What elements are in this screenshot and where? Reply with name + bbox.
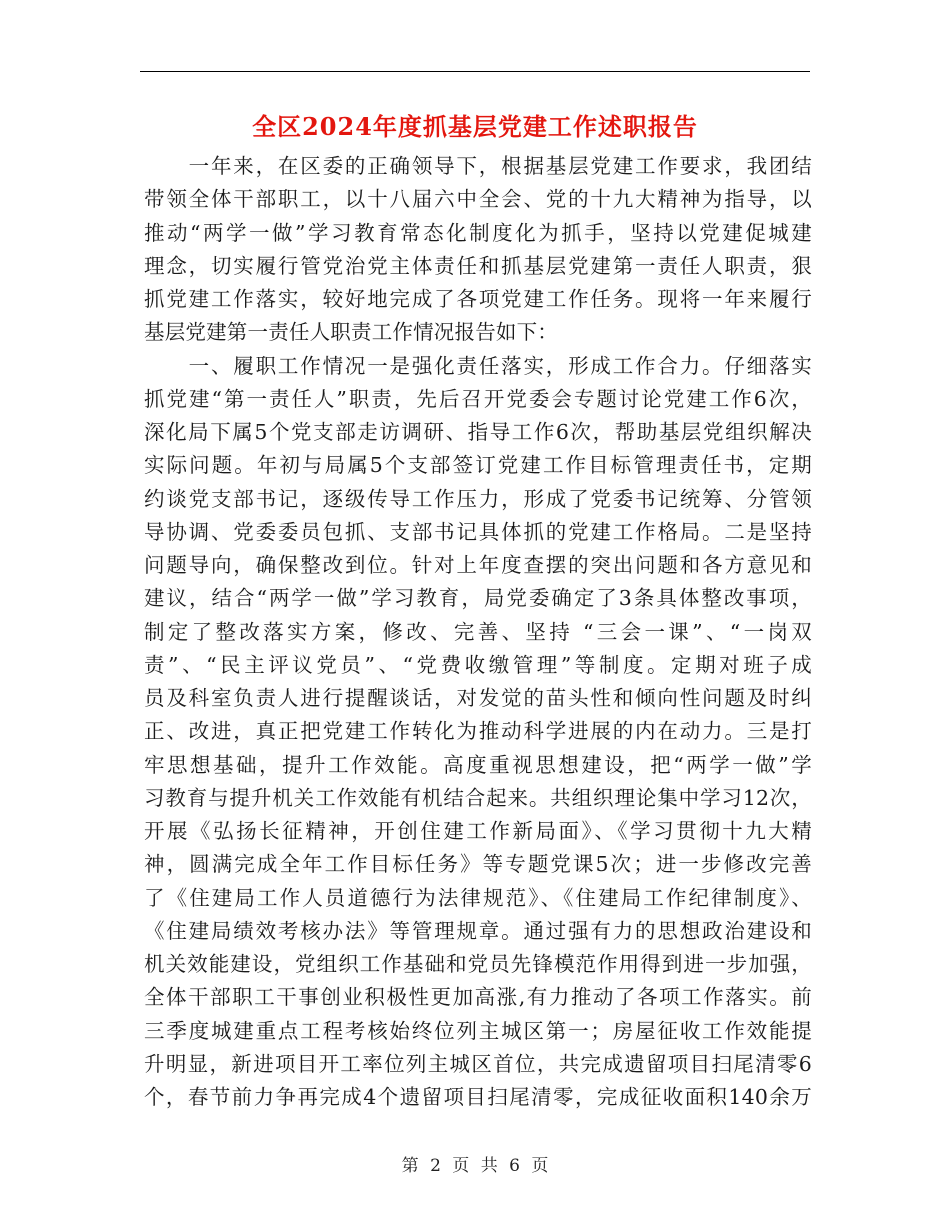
body-line: 个，春节前力争再完成4个遗留项目扫尾清零，完成征收面积140余万 xyxy=(144,1085,812,1109)
body-line: 抓党建工作落实，较好地完成了各项党建工作任务。现将一年来履行 xyxy=(144,287,812,311)
body-line: 习教育与提升机关工作效能有机结合起来。共组织理论集中学习12次， xyxy=(144,785,812,810)
body-line: 制定了整改落实方案，修改、完善、坚持 “三会一课”、“一岗双 xyxy=(144,619,812,644)
body-line: 约谈党支部书记，逐级传导工作压力，形成了党委书记统筹、分管领 xyxy=(144,486,812,511)
body-line: 实际问题。年初与局属5个支部签订党建工作目标管理责任书，定期 xyxy=(144,453,812,478)
body-line: 基层党建第一责任人职责工作情况报告如下： xyxy=(144,320,558,345)
body-line: 机关效能建设，党组织工作基础和党员先锋模范作用得到进一步加强， xyxy=(144,952,812,976)
body-line: 问题导向，确保整改到位。针对上年度查摆的突出问题和各方意见和 xyxy=(144,553,812,577)
page-footer: 第 2 页 共 6 页 xyxy=(401,1156,549,1176)
body-line: 全体干部职工干事创业积极性更加高涨,有力推动了各项工作落实。前 xyxy=(144,985,812,1010)
body-line: 开展《弘扬长征精神，开创住建工作新局面》、《学习贯彻十九大精 xyxy=(144,819,812,843)
body-line: 深化局下属5个党支部走访调研、指导工作6次，帮助基层党组织解决 xyxy=(144,420,812,444)
body-line: 责”、“民主评议党员”、“党费收缴管理”等制度。定期对班子成 xyxy=(144,652,812,677)
body-line: 理念，切实履行管党治党主体责任和抓基层党建第一责任人职责，狠 xyxy=(144,253,812,278)
body-line: 建议，结合“两学一做”学习教育，局党委确定了3条具体整改事项， xyxy=(144,586,812,611)
document-body xyxy=(144,150,812,1114)
body-line: 正、改进，真正把党建工作转化为推动科学进展的内在动力。三是打 xyxy=(144,719,812,744)
body-line: 一、履职工作情况一是强化责任落实，形成工作合力。仔细落实 xyxy=(144,353,812,378)
body-line: 牢思想基础，提升工作效能。高度重视思想建设，把“两学一做”学 xyxy=(144,752,812,777)
body-line: 带领全体干部职工，以十八届六中全会、党的十九大精神为指导，以 xyxy=(144,187,812,212)
body-line: 导协调、党委委员包抓、支部书记具体抓的党建工作格局。二是坚持 xyxy=(144,519,812,544)
body-line: 了《住建局工作人员道德行为法律规范》、《住建局工作纪律制度》、 xyxy=(144,885,812,910)
body-line: 一年来，在区委的正确领导下，根据基层党建工作要求，我团结 xyxy=(144,154,812,178)
header-rule xyxy=(140,71,810,72)
document-title: 全区2024年度抓基层党建工作述职报告 xyxy=(252,112,698,141)
body-line: 《住建局绩效考核办法》等管理规章。通过强有力的思想政治建设和 xyxy=(144,918,812,943)
body-line: 推动“两学一做”学习教育常态化制度化为抓手，坚持以党建促城建 xyxy=(144,220,812,245)
body-line: 抓党建“第一责任人”职责，先后召开党委会专题讨论党建工作6次， xyxy=(144,386,812,411)
body-line: 三季度城建重点工程考核始终位列主城区第一；房屋征收工作效能提 xyxy=(144,1018,812,1043)
body-line: 升明显，新进项目开工率位列主城区首位，共完成遗留项目扫尾清零6 xyxy=(144,1051,812,1076)
body-line: 神，圆满完成全年工作目标任务》等专题党课5次；进一步修改完善 xyxy=(144,852,812,877)
body-line: 员及科室负责人进行提醒谈话，对发觉的苗头性和倾向性问题及时纠 xyxy=(144,686,812,710)
